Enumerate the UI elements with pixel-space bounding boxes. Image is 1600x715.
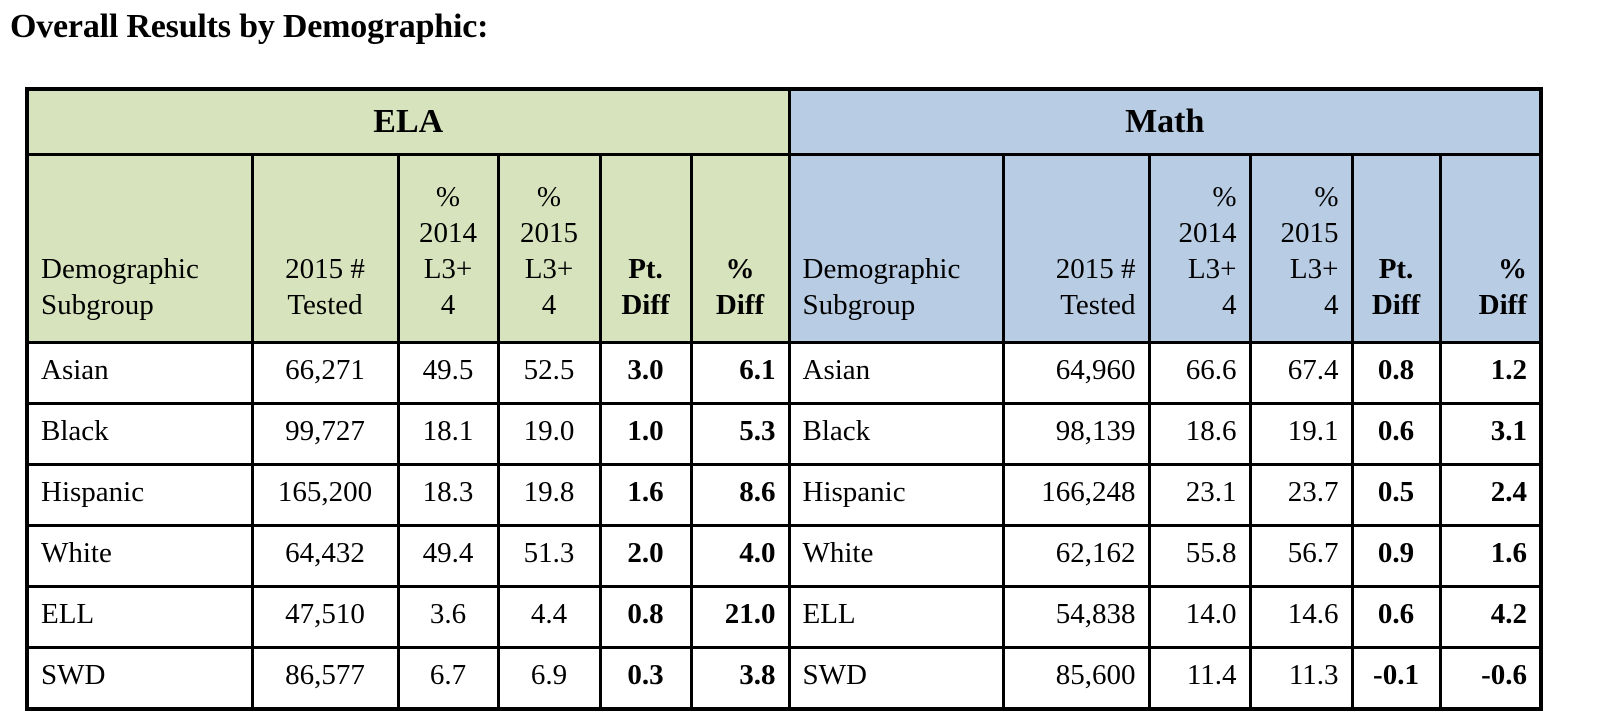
math-subgroup-cell: White [789,526,1003,587]
ela-pct2014-header: % 2014 L3+ 4 [398,155,498,343]
ela-tested-header: 2015 # Tested [252,155,398,343]
math-pct2014-cell: 18.6 [1149,404,1250,465]
table-body [27,343,1541,710]
ela-pct2015-header: % 2015 L3+ 4 [498,155,600,343]
math-tested-header: 2015 # Tested [1003,155,1149,343]
table-row [27,648,1541,710]
ela-subgroup-cell: White [27,526,252,587]
ela-subgroup-cell: Asian [27,343,252,404]
math-pct-diff-cell: 1.2 [1440,343,1541,404]
math-tested-cell: 64,960 [1003,343,1149,404]
ela-tested-cell: 86,577 [252,648,398,710]
ela-pct2015-cell: 19.0 [498,404,600,465]
ela-pct2014-cell: 18.3 [398,465,498,526]
math-pct2014-cell: 14.0 [1149,587,1250,648]
ela-pt-diff-cell: 1.0 [600,404,691,465]
table-row [27,343,1541,404]
math-pct2015-header: % 2015 L3+ 4 [1250,155,1352,343]
ela-pct2014-cell: 49.4 [398,526,498,587]
ela-tested-cell: 99,727 [252,404,398,465]
math-pt-diff-header: Pt. Diff [1352,155,1440,343]
math-tested-cell: 54,838 [1003,587,1149,648]
ela-pt-diff-cell: 2.0 [600,526,691,587]
section-header-row [27,89,1541,155]
ela-subgroup-header: Demographic Subgroup [27,155,252,343]
ela-pt-diff-cell: 0.3 [600,648,691,710]
ela-tested-cell: 64,432 [252,526,398,587]
ela-subgroup-cell: Hispanic [27,465,252,526]
math-pt-diff-cell: 0.8 [1352,343,1440,404]
math-pct2015-cell: 19.1 [1250,404,1352,465]
ela-tested-cell: 47,510 [252,587,398,648]
ela-pct2014-cell: 3.6 [398,587,498,648]
math-tested-cell: 62,162 [1003,526,1149,587]
ela-pct-diff-cell: 4.0 [691,526,789,587]
ela-subgroup-cell: SWD [27,648,252,710]
math-subgroup-cell: ELL [789,587,1003,648]
math-pct2015-cell: 11.3 [1250,648,1352,710]
ela-pt-diff-cell: 1.6 [600,465,691,526]
ela-section-header: ELA [27,89,789,155]
math-subgroup-cell: Hispanic [789,465,1003,526]
math-pt-diff-cell: -0.1 [1352,648,1440,710]
math-subgroup-cell: Black [789,404,1003,465]
math-pct2015-cell: 67.4 [1250,343,1352,404]
math-subgroup-cell: SWD [789,648,1003,710]
table-row [27,465,1541,526]
math-tested-cell: 85,600 [1003,648,1149,710]
math-pct-diff-cell: -0.6 [1440,648,1541,710]
math-subgroup-header: Demographic Subgroup [789,155,1003,343]
math-section-header: Math [789,89,1541,155]
ela-pct-diff-cell: 8.6 [691,465,789,526]
math-pct-diff-header: % Diff [1440,155,1541,343]
ela-pct2014-cell: 6.7 [398,648,498,710]
math-pct2014-header: % 2014 L3+ 4 [1149,155,1250,343]
ela-pct2015-cell: 51.3 [498,526,600,587]
ela-pct2015-cell: 19.8 [498,465,600,526]
ela-tested-cell: 165,200 [252,465,398,526]
math-pct-diff-cell: 4.2 [1440,587,1541,648]
page-title: Overall Results by Demographic: [10,8,489,45]
math-pct2015-cell: 56.7 [1250,526,1352,587]
ela-pt-diff-cell: 0.8 [600,587,691,648]
results-table [25,87,1543,711]
ela-pct2014-cell: 18.1 [398,404,498,465]
ela-pt-diff-cell: 3.0 [600,343,691,404]
math-pct2014-cell: 11.4 [1149,648,1250,710]
math-pct-diff-cell: 3.1 [1440,404,1541,465]
math-pt-diff-cell: 0.6 [1352,587,1440,648]
table-row [27,587,1541,648]
table-row [27,404,1541,465]
math-pct2015-cell: 14.6 [1250,587,1352,648]
math-pct-diff-cell: 1.6 [1440,526,1541,587]
ela-pct2014-cell: 49.5 [398,343,498,404]
math-pct-diff-cell: 2.4 [1440,465,1541,526]
math-pct2014-cell: 23.1 [1149,465,1250,526]
ela-pct2015-cell: 6.9 [498,648,600,710]
ela-pt-diff-header: Pt. Diff [600,155,691,343]
math-pct2015-cell: 23.7 [1250,465,1352,526]
math-tested-cell: 166,248 [1003,465,1149,526]
math-pt-diff-cell: 0.5 [1352,465,1440,526]
ela-subgroup-cell: ELL [27,587,252,648]
ela-pct-diff-cell: 3.8 [691,648,789,710]
ela-pct-diff-cell: 6.1 [691,343,789,404]
math-pct2014-cell: 66.6 [1149,343,1250,404]
table-row [27,526,1541,587]
math-tested-cell: 98,139 [1003,404,1149,465]
math-pt-diff-cell: 0.6 [1352,404,1440,465]
ela-pct2015-cell: 52.5 [498,343,600,404]
ela-subgroup-cell: Black [27,404,252,465]
ela-tested-cell: 66,271 [252,343,398,404]
math-subgroup-cell: Asian [789,343,1003,404]
ela-pct2015-cell: 4.4 [498,587,600,648]
column-header-row [27,155,1541,343]
ela-pct-diff-cell: 21.0 [691,587,789,648]
math-pct2014-cell: 55.8 [1149,526,1250,587]
math-pt-diff-cell: 0.9 [1352,526,1440,587]
ela-pct-diff-header: % Diff [691,155,789,343]
ela-pct-diff-cell: 5.3 [691,404,789,465]
